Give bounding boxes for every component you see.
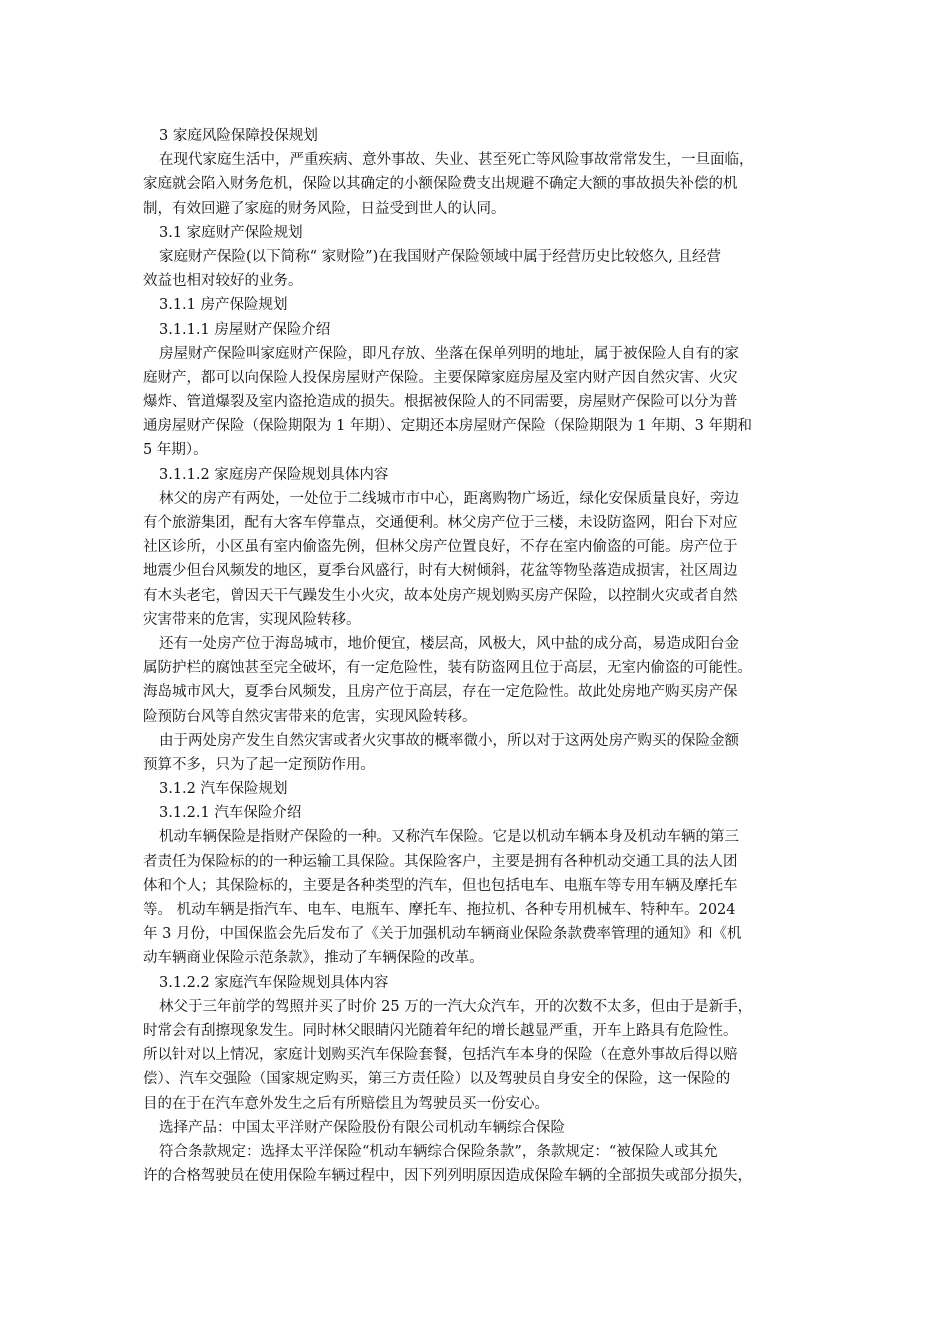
paragraph-line: 由于两处房产发生自然灾害或者火灾事故的概率微小，所以对于这两处房产购买的保险金额: [159, 732, 739, 749]
section-heading: 3.1.2 汽车保险规划: [159, 781, 288, 798]
paragraph-line: 家庭就会陷入财务危机，保险以其确定的小额保险费支出规避不确定大额的事故损失补偿的机: [143, 176, 738, 193]
section-heading: 3.1.1.2 家庭房产保险规划具体内容: [159, 466, 389, 483]
paragraph-line: 年 3 月份，中国保监会先后发布了《关于加强机动车辆商业保险条款费率管理的通知》和《机: [143, 926, 742, 943]
paragraph-line: 所以针对以上情况，家庭计划购买汽车保险套餐，包括汽车本身的保险（在意外事故后得以赔: [143, 1047, 738, 1064]
section-heading: 3.1.2.2 家庭汽车保险规划具体内容: [159, 974, 389, 991]
section-heading: 3.1.1 房产保险规划: [159, 297, 288, 314]
paragraph-line: 有个旅游集团，配有大客车停靠点，交通便利。林父房产位于三楼，未设防盗网，阳台下对应: [143, 515, 738, 531]
paragraph-line: 通房屋财产保险（保险期限为 1 年期）、定期还本房屋财产保险（保险期限为 1 年期、3 年期和: [143, 418, 752, 435]
paragraph-line: 险预防台风等自然灾害带来的危害，实现风险转移。: [143, 708, 477, 725]
paragraph-line: 符合条款规定：选择太平洋保险“机动车辆综合保险条款”，条款规定：“被保险人或其允: [159, 1143, 718, 1160]
paragraph-line: 家庭财产保险(以下简称“ 家财险”)在我国财产保险领域中属于经营历史比较悠久, 且经营: [159, 248, 721, 265]
paragraph-line: 许的合格驾驶员在使用保险车辆过程中，因下列列明原因造成保险车辆的全部损失或部分损失，: [143, 1168, 752, 1185]
paragraph-line: 效益也相对较好的业务。: [143, 273, 303, 290]
paragraph-line: 还有一处房产位于海岛城市，地价便宜，楼层高，风极大，风中盐的成分高，易造成阳台金: [159, 635, 739, 652]
paragraph-line: 在现代家庭生活中，严重疾病、意外事故、失业、甚至死亡等风险事故常常发生，一旦面临，: [159, 152, 754, 169]
paragraph-line: 5 年期）。: [143, 442, 208, 459]
section-heading: 3.1.2.1 汽车保险介绍: [159, 805, 302, 822]
paragraph-line: 偿）、汽车交强险（国家规定购买，第三方责任险）以及驾驶员自身安全的保险，这一保险的: [143, 1071, 731, 1088]
paragraph-line: 海岛城市风大，夏季台风频发，且房产位于高层，存在一定危险性。故此处房地产购买房产保: [143, 684, 738, 701]
paragraph-line: 者责任为保险标的的一种运输工具保险。其保险客户，主要是拥有各种机动交通工具的法人团: [143, 853, 738, 870]
section-heading: 3.1 家庭财产保险规划: [159, 224, 303, 241]
paragraph-line: 社区诊所，小区虽有室内偷盗先例，但林父房产位置良好，不存在室内偷盗的可能。房产位于: [143, 539, 738, 556]
paragraph-line: 林父于三年前学的驾照并买了时价 25 万的一汽大众汽车，开的次数不太多，但由于是新手，: [159, 998, 753, 1015]
paragraph-line: 机动车辆保险是指财产保险的一种。又称汽车保险。它是以机动车辆本身及机动车辆的第三: [159, 829, 739, 846]
document-page: [143, 124, 808, 1188]
paragraph-line: 爆炸、管道爆裂及室内盗抢造成的损失。根据被保险人的不同需要，房屋财产保险可以分为普: [143, 394, 738, 411]
paragraph-line: 灾害带来的危害，实现风险转移。: [143, 611, 361, 628]
section-heading: 3.1.1.1 房屋财产保险介绍: [159, 321, 331, 338]
paragraph-line: 制，有效回避了家庭的财务风险，日益受到世人的认同。: [143, 200, 506, 217]
paragraph-line: 预算不多，只为了起一定预防作用。: [143, 756, 375, 773]
paragraph-line: 等。 机动车辆是指汽车、电车、电瓶车、摩托车、拖拉机、各种专用机械车、特种车。2024: [143, 902, 736, 918]
paragraph-line: 体和个人；其保险标的，主要是各种类型的汽车，但也包括电车、电瓶车等专用车辆及摩托车: [143, 877, 738, 894]
paragraph-line: 有木头老宅，曾因天干气躁发生小火灾，故本处房产规划购买房产保险，以控制火灾或者自然: [143, 587, 738, 604]
paragraph-line: 房屋财产保险叫家庭财产保险，即凡存放、坐落在保单列明的地址，属于被保险人自有的家: [159, 345, 739, 362]
paragraph-line: 地震少但台风频发的地区，夏季台风盛行，时有大树倾斜，花盆等物坠落造成损害，社区周边: [143, 563, 738, 580]
paragraph-line: 动车辆商业保险示范条款》，推动了车辆保险的改革。: [143, 950, 484, 967]
paragraph-line: 目的在于在汽车意外发生之后有所赔偿且为驾驶员买一份安心。: [143, 1095, 549, 1112]
paragraph-line: 林父的房产有两处，一处位于二线城市市中心，距离购物广场近，绿化安保质量良好，旁边: [159, 490, 739, 507]
paragraph-line: 选择产品：中国太平洋财产保险股份有限公司机动车辆综合保险: [159, 1119, 565, 1136]
paragraph-line: 时常会有刮擦现象发生。同时林父眼睛闪光随着年纪的增长越显严重，开车上路具有危险性。: [143, 1022, 738, 1039]
section-heading: 3 家庭风险保障投保规划: [159, 128, 318, 144]
paragraph-line: 属防护栏的腐蚀甚至完全破坏，有一定危险性，装有防盗网且位于高层，无室内偷盗的可能性。: [143, 660, 752, 677]
paragraph-line: 庭财产，都可以向保险人投保房屋财产保险。主要保障家庭房屋及室内财产因自然灾害、火灾: [143, 369, 738, 386]
